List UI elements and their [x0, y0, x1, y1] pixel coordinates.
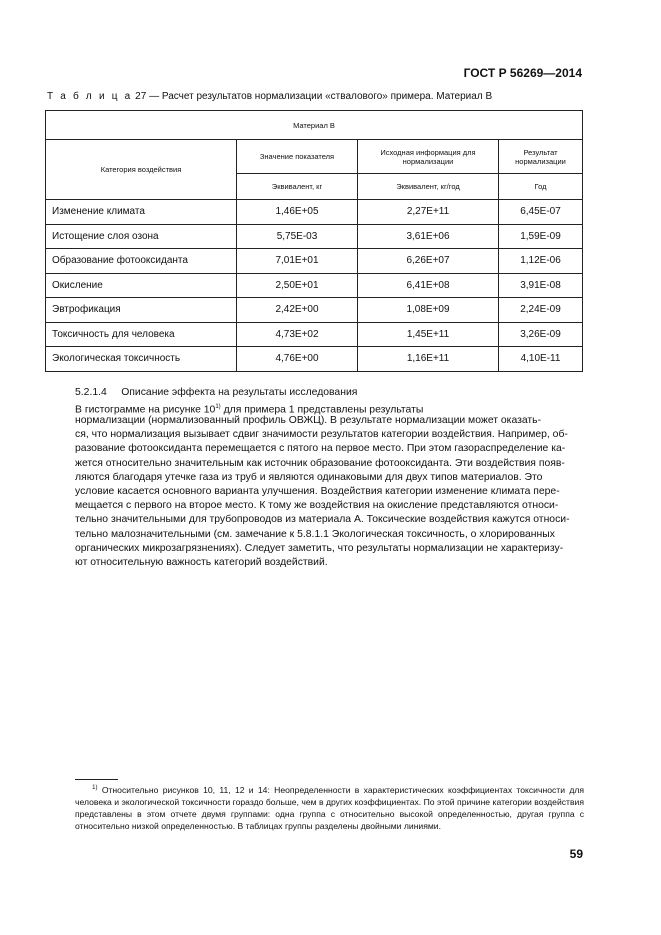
header-result: Результат нормализации: [499, 140, 583, 174]
row-value: 1,46E+05: [237, 200, 358, 225]
row-name: Токсичность для человека: [46, 322, 237, 347]
table-row: [46, 322, 583, 347]
row-source: 1,45E+11: [358, 322, 499, 347]
row-result: 1,59E-09: [499, 224, 583, 249]
row-result: 2,24E-09: [499, 298, 583, 323]
row-name: Изменение климата: [46, 200, 237, 225]
row-source: 6,26E+07: [358, 249, 499, 274]
group-header: Материал В: [46, 111, 583, 140]
body-paragraph: [75, 414, 584, 570]
caption-dash: —: [149, 91, 160, 102]
row-result: 6,45E-07: [499, 200, 583, 225]
row-result: 3,91E-08: [499, 273, 583, 298]
row-value: 5,75E-03: [237, 224, 358, 249]
row-name: Истощение слоя озона: [46, 224, 237, 249]
intro-text-cont: для примера 1 представлены результаты: [220, 404, 424, 416]
header-value: Значение показателя: [237, 140, 358, 174]
row-name: Экологическая токсичность: [46, 347, 237, 372]
document-code: ГОСТ Р 56269—2014: [463, 66, 582, 80]
row-source: 1,16E+11: [358, 347, 499, 372]
section-title-line: [75, 386, 585, 400]
table-row: [46, 249, 583, 274]
row-result: 1,12E-06: [499, 249, 583, 274]
paragraph-line: органических микрозагрязнениях). Следует заметить, что результаты нормализации не характеризу-: [75, 542, 564, 554]
row-value: 2,50E+01: [237, 273, 358, 298]
unit-result: Год: [499, 174, 583, 200]
row-value: 7,01E+01: [237, 249, 358, 274]
paragraph-line: ляются благодаря утечке газа из труб и являются одинаковыми для двух типов материалов. Это: [75, 471, 543, 483]
table-row: [46, 224, 583, 249]
table-caption: [47, 91, 492, 102]
row-source: 1,08E+09: [358, 298, 499, 323]
paragraph-line: ют относительную важность категорий воздействий.: [75, 557, 328, 569]
table-row: [46, 200, 583, 225]
header-category: Категория воздействия: [46, 140, 237, 200]
section-number: 5.2.1.4: [75, 387, 107, 398]
caption-title: Расчет результатов нормализации «ствалового» примера. Материал В: [161, 91, 493, 102]
header-source: Исходная информация для нормализации: [358, 140, 499, 174]
footnote: [75, 783, 584, 832]
paragraph-line: ся, что нормализация вызывает сдвиг значимости результатов категории воздействия. Например, об-: [75, 429, 568, 441]
caption-number: 27: [135, 91, 147, 102]
table-row: [46, 273, 583, 298]
paragraph-line: тельно значительными для трубопроводов из материала А. Токсические воздействия кажутся относи-: [75, 514, 570, 526]
footnote-ref: 1): [215, 404, 221, 411]
intro-text: В гистограмме на рисунке 10: [75, 404, 216, 416]
paragraph-line: жется относительно значительным как источник образование фотооксиданта. Эти воздействия появ-: [75, 457, 565, 469]
paragraph-line: условие касается основного варианта улучшения. Воздействия категории изменение климата пере-: [75, 486, 560, 498]
row-source: 6,41E+08: [358, 273, 499, 298]
paragraph-line: мещается с первого на второе место. К тому же воздействия на окисление представляются относи-: [75, 500, 559, 512]
unit-source: Эквивалент, кг/год: [358, 174, 499, 200]
footnote-divider: [75, 779, 118, 780]
row-source: 3,61E+06: [358, 224, 499, 249]
section-title: Описание эффекта на результаты исследования: [121, 387, 358, 398]
paragraph-line: разование фотооксиданта перемещается с пятого на первое место. При этом газораспределение ка-: [75, 443, 566, 455]
row-result: 3,26E-09: [499, 322, 583, 347]
footnote-mark: 1): [92, 785, 98, 791]
row-result: 4,10E-11: [499, 347, 583, 372]
normalization-table: [45, 110, 583, 372]
unit-value: Эквивалент, кг: [237, 174, 358, 200]
row-value: 4,73E+02: [237, 322, 358, 347]
row-name: Окисление: [46, 273, 237, 298]
paragraph-line: тельно малозначительными (см. замечание к 5.8.1.1 Экологическая токсичность, о хлорированных: [75, 528, 555, 540]
row-name: Эвтрофикация: [46, 298, 237, 323]
row-value: 4,76E+00: [237, 347, 358, 372]
page-number: 59: [569, 847, 583, 861]
row-source: 2,27E+11: [358, 200, 499, 225]
caption-label: Т а б л и ц а: [47, 91, 133, 102]
table-row: [46, 347, 583, 372]
footnote-text: Относительно рисунков 10, 11, 12 и 14: Неопределенности в характеристических коэффициентах токсичности для человека и экологической токсичности гораздо больше, чем в других коэффициентах. По этой причине категории воздействия представлены в этом отчете двумя группами: одна группа с относительно высокой определенностью, другая группа с относительно низкой определенностью. В таблицах группы разделены двойными линиями.: [75, 784, 584, 831]
row-name: Образование фотооксиданта: [46, 249, 237, 274]
row-value: 2,42E+00: [237, 298, 358, 323]
paragraph-line: нормализации (нормализованный профиль ОВЖЦ). В результате нормализации может оказать-: [75, 415, 542, 426]
table-row: [46, 298, 583, 323]
